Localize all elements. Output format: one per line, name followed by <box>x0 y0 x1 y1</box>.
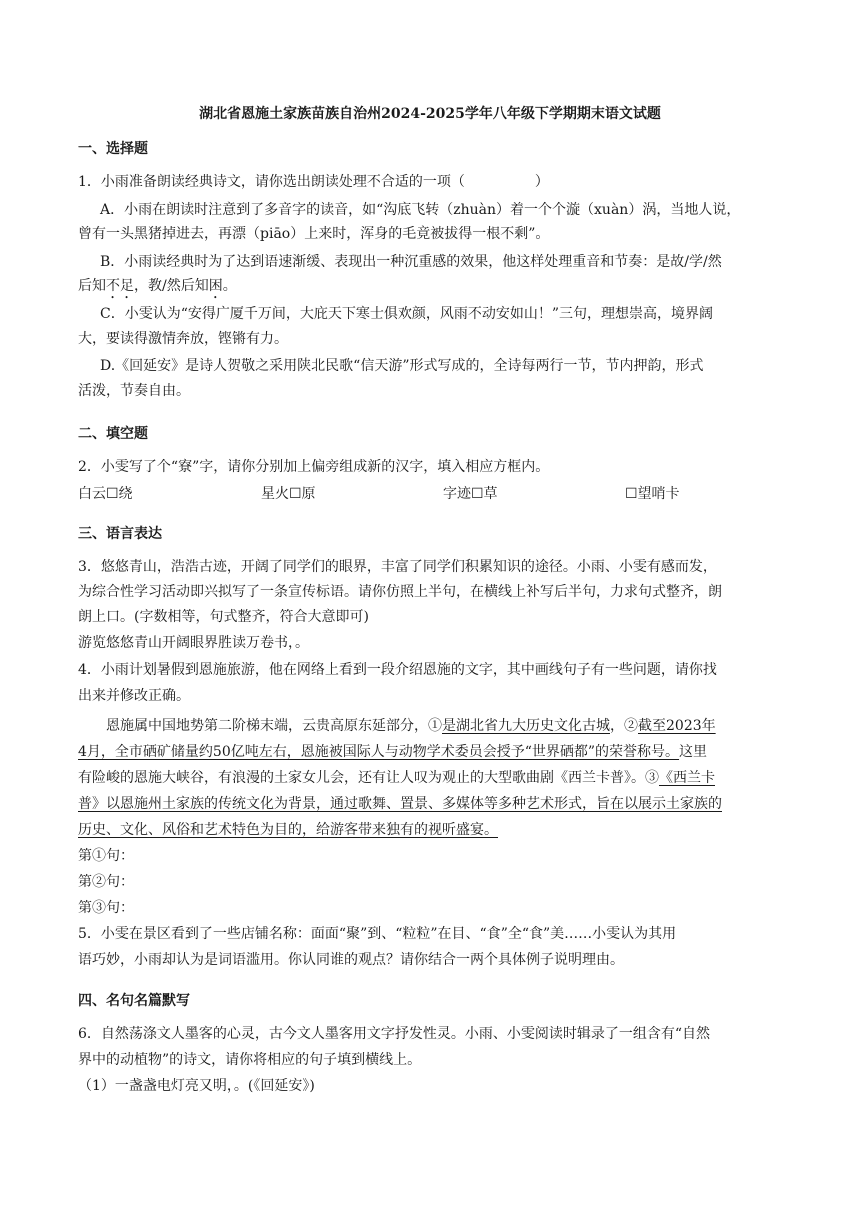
question-6-line1: 6．自然荡涤文人墨客的心灵，古今文人墨客用文字抒发性灵。小雨、小雯阅读时辑录了一组含有“自然 <box>78 1026 711 1042</box>
question-4-line2: 出来并修改正确。 <box>78 688 190 704</box>
question-1-stem: 1．小雨准备朗读经典诗文，请你选出朗读处理不合适的一项（ ） <box>78 174 549 190</box>
option-a-line2: 曾有一头黑猪掉进去，再漂（piāo）上来时，浑身的毛竟被拔得一根不剩”。 <box>78 226 550 242</box>
question-3-slogan: 游览悠悠青山开阔眼界胜读万卷书，。 <box>78 635 309 651</box>
passage-line1: 恩施属中国地势第二阶梯末端，云贵高原东延部分，①是湖北省九大历史文化古城，②截至2023年 <box>106 718 716 734</box>
fill-item-2: 星火☐原 <box>261 486 316 502</box>
section-heading-fill: 二、填空题 <box>78 426 148 442</box>
option-a-line1: A．小雨在朗读时注意到了多音字的读音，如“沟底飞转（zhuàn）着一个个漩（xuàn）涡，当地人说， <box>100 202 741 218</box>
answer-line-3: 第③句： <box>78 900 134 916</box>
question-3-line1: 3．悠悠青山，浩浩古迹，开阔了同学们的眼界，丰富了同学们积累知识的途径。小雨、小雯有感而发， <box>78 559 717 575</box>
question-5-line2: 语巧妙，小雨却认为是词语滥用。你认同谁的观点？请你结合一两个具体例子说明理由。 <box>78 952 624 968</box>
fill-item-1: 白云☐绕 <box>78 486 133 502</box>
emphasis-dots: 不足 <box>106 278 134 294</box>
underlined-sentence-2-cont: 4月，全市硒矿储量约50亿吨左右，恩施被国际人与动物学术委员会授予“世界硒都”的荣誉称号。 <box>78 744 680 760</box>
question-3-line3: 朗上口。(字数相等，句式整齐，符合大意即可) <box>78 609 369 625</box>
question-5-line1: 5．小雯在景区看到了一些店铺名称：面面“聚”到、“粒粒”在目、“食”全“食”美……小雯认为其用 <box>78 926 677 942</box>
passage-line3: 有险峻的恩施大峡谷，有浪漫的土家女儿会，还有让人叹为观止的大型歌曲剧《西兰卡普》。③《西兰卡 <box>78 770 715 786</box>
option-d-line2: 活泼，节奏自由。 <box>78 383 190 399</box>
underlined-sentence-3: 《西兰卡 <box>659 770 715 786</box>
answer-line-2: 第②句： <box>78 874 134 890</box>
emphasis-dots: 困 <box>208 278 223 294</box>
section-heading-choice: 一、选择题 <box>78 141 148 157</box>
section-heading-expression: 三、语言表达 <box>78 526 162 542</box>
question-6-line2: 界中的动植物”的诗文，请你将相应的句子填到横线上。 <box>78 1052 422 1068</box>
underlined-sentence-3-end: 历史、文化、风俗和艺术特色为目的，给游客带来独有的视听盛宴。 <box>78 822 498 838</box>
answer-line-1: 第①句： <box>78 848 134 864</box>
underlined-sentence-1: 是湖北省九大历史文化古城 <box>442 718 610 734</box>
page-title: 湖北省恩施土家族苗族自治州2024-2025学年八年级下学期期末语文试题 <box>199 106 661 122</box>
option-b-line2: 后知不足，教/然后知困。 <box>78 278 237 294</box>
option-c-line1: C．小雯认为“安得广厦千万间，大庇天下寒士俱欢颜，风雨不动安如山！”三句，理想崇高，境界阔 <box>100 306 714 322</box>
question-6-item-1: （1）一盏盏电灯亮又明，。(《回延安》) <box>78 1078 315 1094</box>
option-d-line1: D.《回延安》是诗人贺敬之采用陕北民歌“信天游”形式写成的，全诗每两行一节，节内押韵，形式 <box>100 358 704 374</box>
question-4-line1: 4．小雨计划暑假到恩施旅游，他在网络上看到一段介绍恩施的文字，其中画线句子有一些问题，请你找 <box>78 662 717 678</box>
fill-item-3: 字迹☐草 <box>443 486 498 502</box>
option-c-line2: 大，要读得激情奔放，铿锵有力。 <box>78 331 288 347</box>
option-b-line1: B．小雨读经典时为了达到语速渐缓、表现出一种沉重感的效果，他这样处理重音和节奏：是故/学/然 <box>100 254 722 270</box>
section-heading-recitation: 四、名句名篇默写 <box>78 993 190 1009</box>
question-2-stem: 2．小雯写了个“寮”字，请你分别加上偏旁组成新的汉字，填入相应方框内。 <box>78 459 550 475</box>
question-3-line2: 为综合性学习活动即兴拟写了一条宣传标语。请你仿照上半句，在横线上补写后半句，力求句式整齐，朗 <box>78 584 722 600</box>
passage-line4 <box>78 794 722 814</box>
underlined-sentence-3-cont: 普》以恩施州土家族的传统文化为背景，通过歌舞、置景、多媒体等多种艺术形式，旨在以展示土家族的 <box>78 796 722 812</box>
underlined-sentence-2: 截至2023年 <box>638 718 716 734</box>
fill-item-4: ☐望哨卡 <box>625 486 680 502</box>
passage-line5 <box>78 820 498 840</box>
passage-line2: 4月，全市硒矿储量约50亿吨左右，恩施被国际人与动物学术委员会授予“世界硒都”的荣誉称号。这里 <box>78 744 708 760</box>
